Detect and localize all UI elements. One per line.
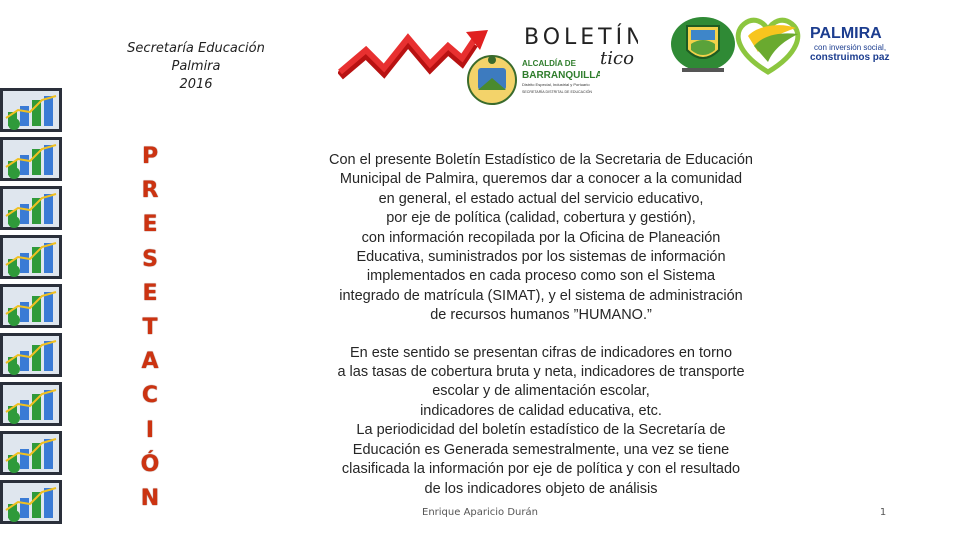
institution-line-2: Palmira bbox=[171, 59, 221, 74]
body-text bbox=[288, 151, 794, 499]
bar-chart-icon bbox=[0, 480, 62, 524]
palmira-tagline-2: construimos paz bbox=[810, 52, 890, 63]
bulletin-subtitle: tico bbox=[600, 48, 634, 69]
palmira-tagline-1: con inversión social, bbox=[814, 43, 887, 52]
chart-tile bbox=[0, 186, 62, 230]
bar-chart-icon bbox=[0, 431, 62, 475]
vertical-title-letter: E bbox=[142, 280, 158, 306]
chart-tile bbox=[0, 284, 62, 328]
bulletin-title: BOLETÍN bbox=[524, 25, 638, 50]
decorative-chart-strip bbox=[0, 88, 62, 528]
bar-chart-icon bbox=[0, 284, 62, 328]
barranquilla-logo bbox=[464, 48, 600, 110]
bar-chart-icon bbox=[0, 186, 62, 230]
vertical-title bbox=[136, 140, 164, 516]
vertical-title-letter: S bbox=[142, 246, 158, 272]
chart-tile bbox=[0, 382, 62, 426]
paragraph-1: Con el presente Boletín Estadístico de la Secretaria de Educación Municipal de Palmira, queremos dar a conocer a la comunidad en general, el estado actual del servicio educativo, por eje de política (calidad, cobertura y gestión), con información recopilada por la Oficina de Planeación Educativa, suministrados por los sistemas de información implementados en cada proceso como son el Sistema integrado de matrícula (SIMAT), y el sistema de administración de recursos humanos ”HUMANO.” bbox=[329, 152, 753, 324]
vertical-title-letter: I bbox=[145, 417, 155, 443]
barranquilla-line-2: BARRANQUILLA bbox=[522, 70, 600, 81]
vertical-title-letter: R bbox=[141, 178, 159, 204]
chart-tile bbox=[0, 235, 62, 279]
chart-tile bbox=[0, 480, 62, 524]
chart-tile bbox=[0, 137, 62, 181]
page-number: 1 bbox=[879, 507, 887, 518]
palmira-logo bbox=[728, 12, 898, 78]
bar-chart-icon bbox=[0, 382, 62, 426]
vertical-title-letter: N bbox=[140, 486, 160, 512]
vertical-title-letter: Ó bbox=[140, 451, 160, 477]
vertical-title-letter: A bbox=[141, 349, 159, 375]
institution-header bbox=[118, 40, 274, 94]
bar-chart-icon bbox=[0, 333, 62, 377]
footer-author: Enrique Aparicio Durán bbox=[422, 507, 538, 518]
vertical-title-letter: E bbox=[142, 212, 158, 238]
palmira-name: PALMIRA bbox=[810, 25, 882, 42]
paragraph-2: En este sentido se presentan cifras de indicadores en torno a las tasas de cobertura bruta y neta, indicadores de transporte escolar y de alimentación escolar, indicadores de calidad educativa, etc. La periodicidad del boletín estadístico de la Secretaría de Educación es Generada semestralmente, una vez se tiene clasificada la información por eje de política y con el resultado de los indicadores objeto de análisis bbox=[337, 344, 745, 497]
vertical-title-letter: T bbox=[142, 315, 158, 341]
bar-chart-icon bbox=[0, 235, 62, 279]
bar-chart-icon bbox=[0, 137, 62, 181]
header-year: 2016 bbox=[179, 77, 213, 92]
institution-line-1: Secretaría Educación bbox=[127, 41, 265, 56]
palmira-heart-icon bbox=[728, 12, 898, 78]
chart-tile bbox=[0, 333, 62, 377]
chart-tile bbox=[0, 431, 62, 475]
barranquilla-seal-icon bbox=[464, 48, 600, 110]
vertical-title-letter: C bbox=[141, 383, 159, 409]
chart-tile bbox=[0, 88, 62, 132]
vertical-title-letter: P bbox=[141, 144, 159, 169]
barranquilla-line-3: Distrito Especial, Industrial y Portuario bbox=[522, 82, 590, 87]
barranquilla-line-4: SECRETARÍA DISTRITAL DE EDUCACIÓN bbox=[522, 90, 593, 94]
barranquilla-line-1: ALCALDÍA DE bbox=[522, 59, 576, 68]
bar-chart-icon bbox=[0, 88, 62, 132]
